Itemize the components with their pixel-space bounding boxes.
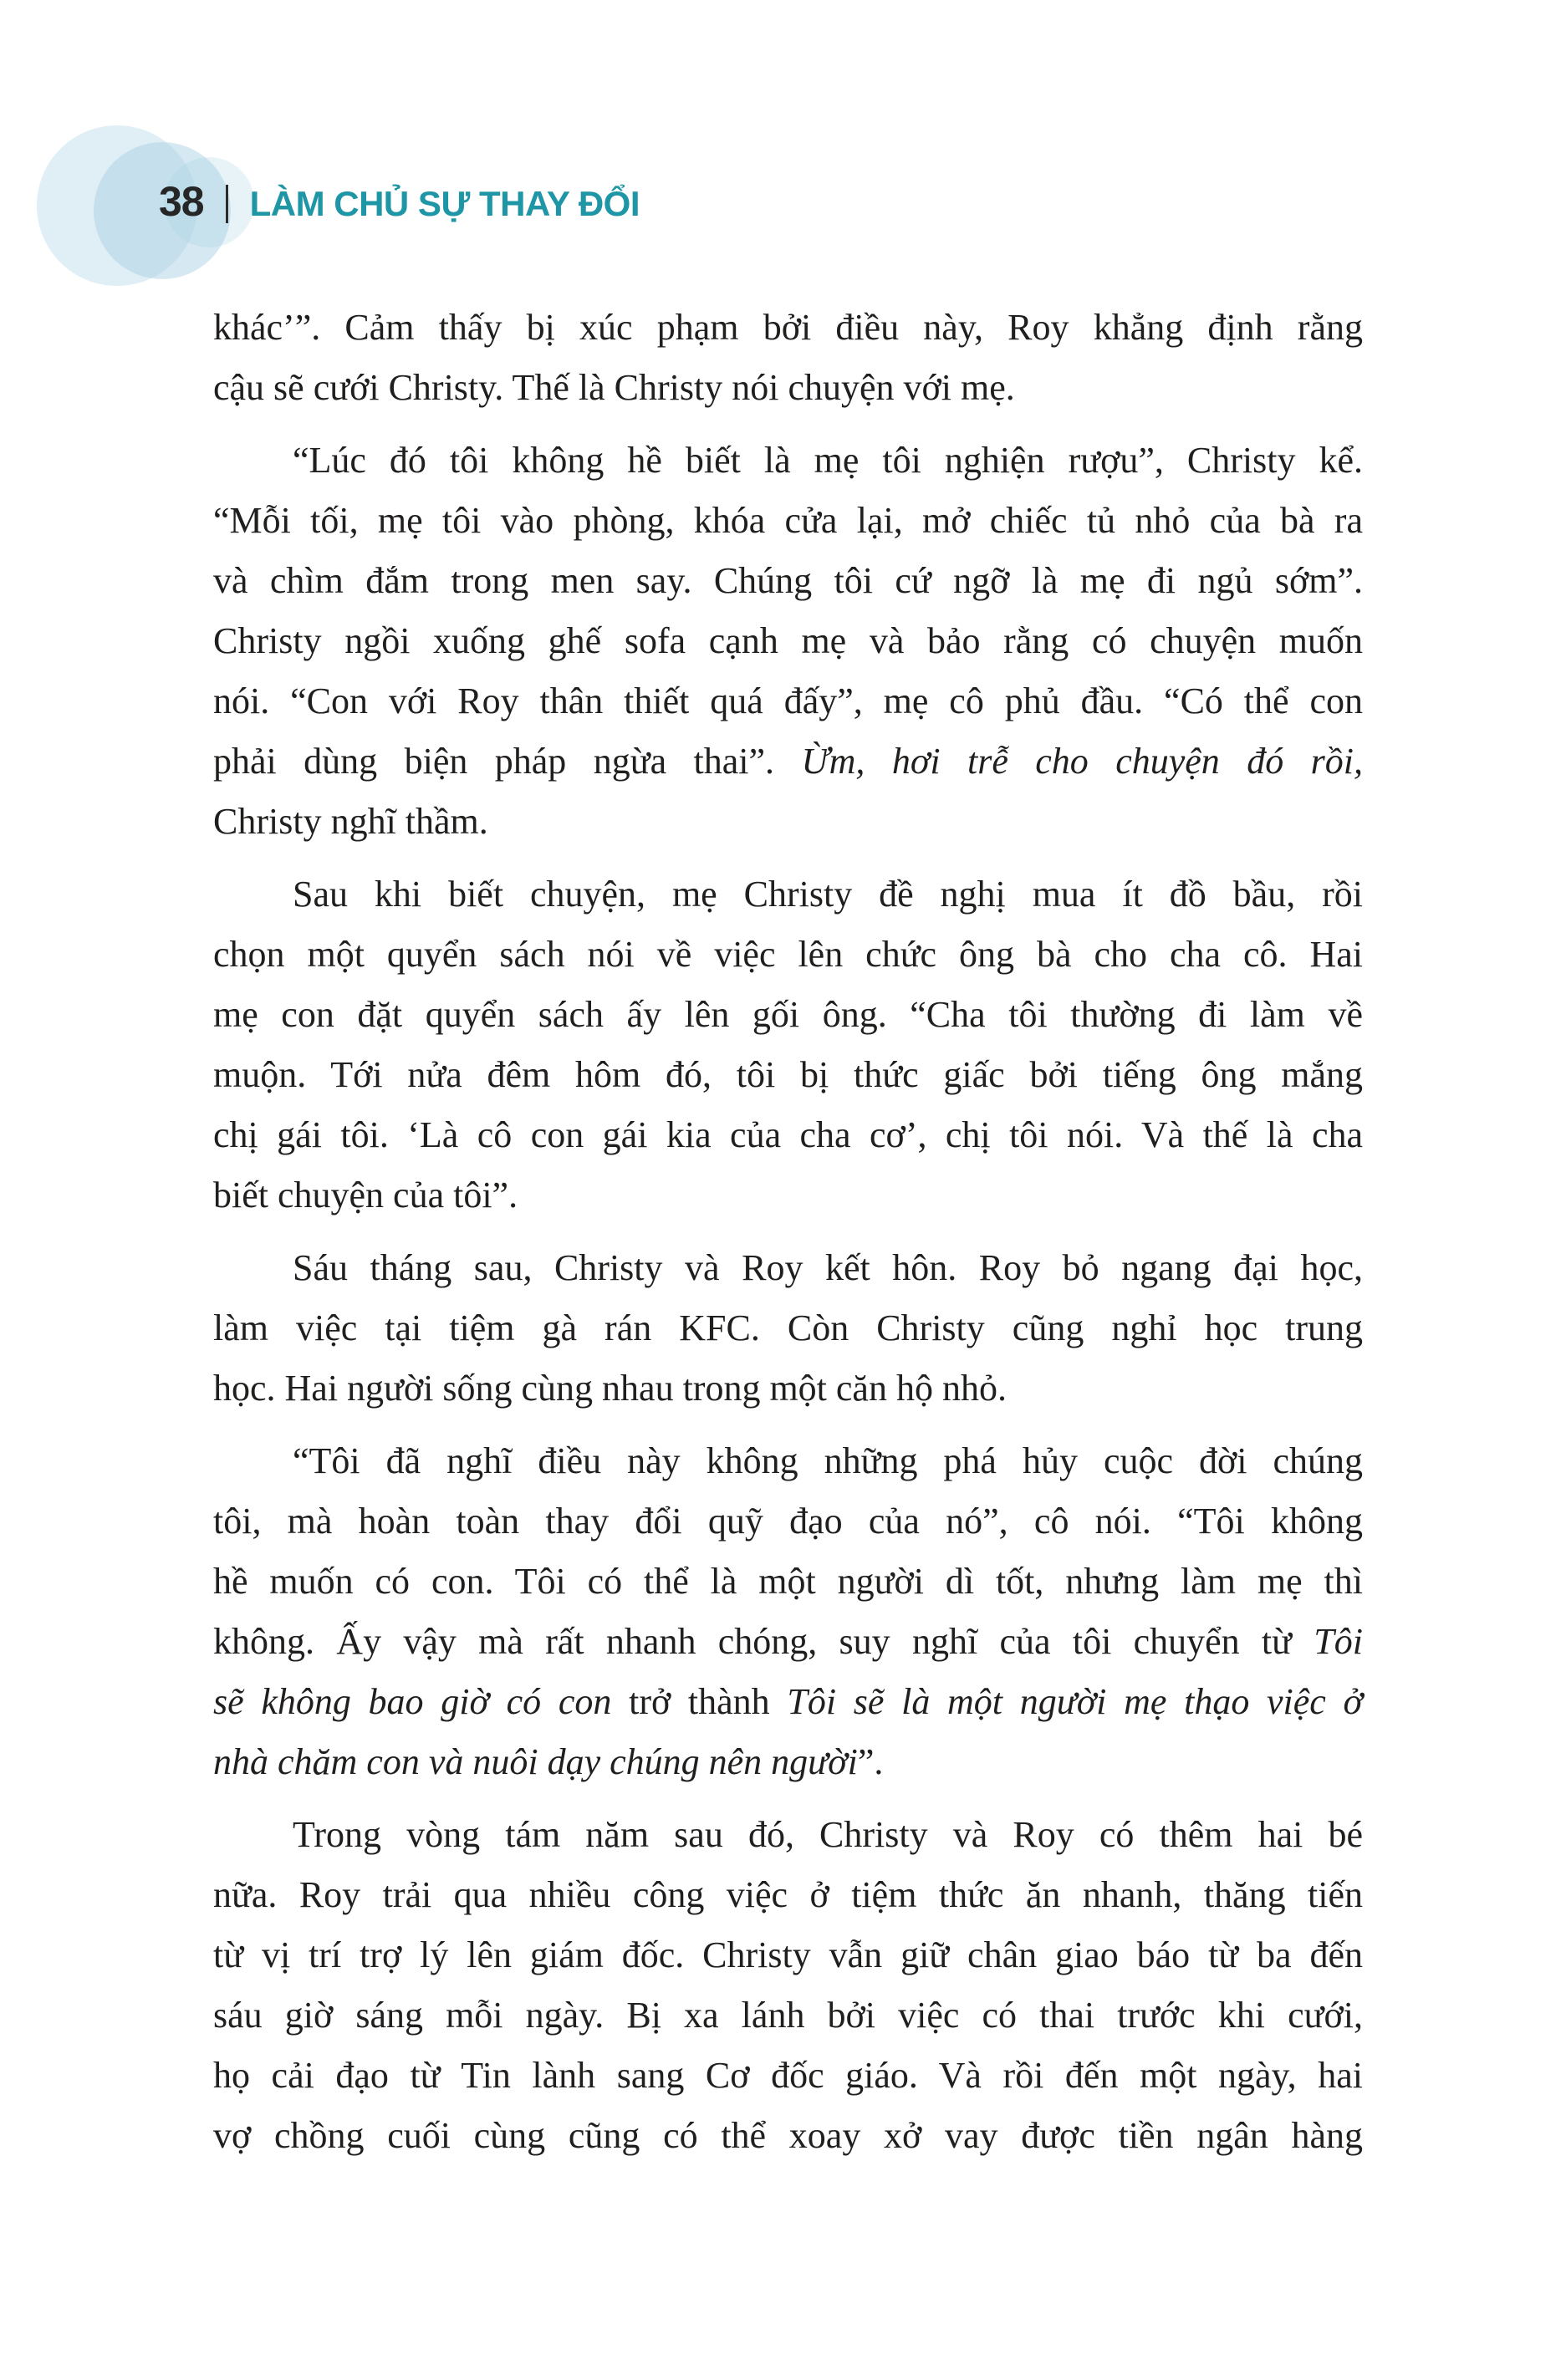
text-segment: họ cải đạo từ Tin lành sang Cơ đốc giáo. Và rồi đến một ngày, hai bbox=[213, 2055, 1363, 2096]
text-segment-italic: Tôi bbox=[1314, 1621, 1363, 1662]
text-line bbox=[213, 298, 1363, 358]
text-line bbox=[213, 1925, 1363, 1985]
text-segment-italic: sẽ không bao giờ có con bbox=[213, 1681, 612, 1722]
text-line bbox=[213, 611, 1363, 671]
body-text bbox=[213, 298, 1363, 2179]
text-line bbox=[213, 864, 1363, 925]
text-segment: nói. “Con với Roy thân thiết quá đấy”, mẹ cô phủ đầu. “Có thể con bbox=[213, 680, 1363, 721]
text-segment: sáu giờ sáng mỗi ngày. Bị xa lánh bởi việc có thai trước khi cưới, bbox=[213, 1995, 1363, 2036]
text-line bbox=[213, 1298, 1363, 1358]
text-segment: chọn một quyển sách nói về việc lên chức ông bà cho cha cô. Hai bbox=[213, 934, 1363, 975]
text-segment-italic: Ừm, hơi trễ cho chuyện đó rồi, bbox=[801, 741, 1364, 782]
text-line bbox=[213, 2046, 1363, 2106]
text-segment: phải dùng biện pháp ngừa thai”. bbox=[213, 741, 802, 782]
text-line bbox=[213, 1431, 1363, 1491]
text-line bbox=[213, 731, 1363, 792]
text-segment: làm việc tại tiệm gà rán KFC. Còn Christy cũng nghỉ học trung bbox=[213, 1307, 1363, 1348]
text-segment: hề muốn có con. Tôi có thể là một người dì tốt, nhưng làm mẹ thì bbox=[213, 1561, 1363, 1602]
text-line bbox=[213, 671, 1363, 731]
text-segment: và chìm đắm trong men say. Chúng tôi cứ ngỡ là mẹ đi ngủ sớm”. bbox=[213, 560, 1363, 601]
text-segment: “Tôi đã nghĩ điều này không những phá hủy cuộc đời chúng bbox=[293, 1440, 1363, 1481]
text-segment: mẹ con đặt quyển sách ấy lên gối ông. “Cha tôi thường đi làm về bbox=[213, 994, 1363, 1035]
text-segment-italic: nhà chăm con và nuôi dạy chúng nên người bbox=[213, 1741, 858, 1782]
text-line bbox=[213, 2106, 1363, 2166]
text-segment: từ vị trí trợ lý lên giám đốc. Christy vẫn giữ chân giao báo từ ba đến bbox=[213, 1934, 1363, 1975]
text-segment: khác’”. Cảm thấy bị xúc phạm bởi điều này, Roy khẳng định rằng bbox=[213, 307, 1363, 348]
text-segment: nữa. Roy trải qua nhiều công việc ở tiệm thức ăn nhanh, thăng tiến bbox=[213, 1874, 1363, 1915]
paragraph bbox=[213, 1805, 1363, 2166]
page-number: 38 bbox=[159, 178, 204, 225]
text-segment: cậu sẽ cưới Christy. Thế là Christy nói chuyện với mẹ. bbox=[213, 367, 1015, 408]
text-segment: “Mỗi tối, mẹ tôi vào phòng, khóa cửa lại, mở chiếc tủ nhỏ của bà ra bbox=[213, 500, 1363, 541]
text-line bbox=[213, 1805, 1363, 1865]
text-segment-italic: Tôi sẽ là một người mẹ thạo việc ở bbox=[787, 1681, 1363, 1722]
text-line bbox=[213, 491, 1363, 551]
text-segment: trở thành bbox=[611, 1681, 788, 1722]
text-segment: Sáu tháng sau, Christy và Roy kết hôn. Roy bỏ ngang đại học, bbox=[293, 1247, 1363, 1288]
text-line bbox=[213, 1045, 1363, 1105]
text-line bbox=[213, 1732, 1363, 1792]
text-line bbox=[213, 1552, 1363, 1612]
paragraph bbox=[213, 298, 1363, 418]
header-divider bbox=[226, 185, 228, 223]
text-line bbox=[213, 431, 1363, 491]
text-line bbox=[213, 1985, 1363, 2046]
text-segment: Trong vòng tám năm sau đó, Christy và Roy có thêm hai bé bbox=[293, 1814, 1363, 1855]
paragraph bbox=[213, 864, 1363, 1226]
paragraph bbox=[213, 1238, 1363, 1419]
text-segment: muộn. Tới nửa đêm hôm đó, tôi bị thức giấc bởi tiếng ông mắng bbox=[213, 1054, 1363, 1095]
text-segment: Christy nghĩ thầm. bbox=[213, 801, 488, 842]
running-title: LÀM CHỦ SỰ THAY ĐỔI bbox=[249, 184, 640, 223]
text-segment: “Lúc đó tôi không hề biết là mẹ tôi nghiện rượu”, Christy kể. bbox=[293, 440, 1363, 481]
text-segment: ”. bbox=[857, 1741, 884, 1782]
text-line bbox=[213, 1105, 1363, 1165]
text-segment: tôi, mà hoàn toàn thay đổi quỹ đạo của nó”, cô nói. “Tôi không bbox=[213, 1501, 1363, 1542]
text-line bbox=[213, 792, 1363, 852]
text-segment: Sau khi biết chuyện, mẹ Christy đề nghị mua ít đồ bầu, rồi bbox=[293, 874, 1363, 915]
text-line bbox=[213, 925, 1363, 985]
text-segment: biết chuyện của tôi”. bbox=[213, 1175, 518, 1215]
text-line bbox=[213, 1238, 1363, 1298]
text-line bbox=[213, 358, 1363, 418]
text-line bbox=[213, 1491, 1363, 1552]
text-line bbox=[213, 985, 1363, 1045]
paragraph bbox=[213, 1431, 1363, 1792]
text-segment: chị gái tôi. ‘Là cô con gái kia của cha cơ’, chị tôi nói. Và thế là cha bbox=[213, 1114, 1363, 1155]
text-line bbox=[213, 1865, 1363, 1925]
text-segment: Christy ngồi xuống ghế sofa cạnh mẹ và bảo rằng có chuyện muốn bbox=[213, 620, 1363, 661]
paragraph bbox=[213, 431, 1363, 852]
text-line bbox=[213, 1672, 1363, 1732]
page-header bbox=[159, 177, 640, 226]
text-segment: không. Ấy vậy mà rất nhanh chóng, suy nghĩ của tôi chuyển từ bbox=[213, 1621, 1314, 1662]
text-segment: vợ chồng cuối cùng cũng có thể xoay xở vay được tiền ngân hàng bbox=[213, 2115, 1363, 2156]
text-line bbox=[213, 551, 1363, 611]
text-line bbox=[213, 1165, 1363, 1226]
text-line bbox=[213, 1358, 1363, 1419]
text-line bbox=[213, 1612, 1363, 1672]
text-segment: học. Hai người sống cùng nhau trong một căn hộ nhỏ. bbox=[213, 1368, 1007, 1409]
